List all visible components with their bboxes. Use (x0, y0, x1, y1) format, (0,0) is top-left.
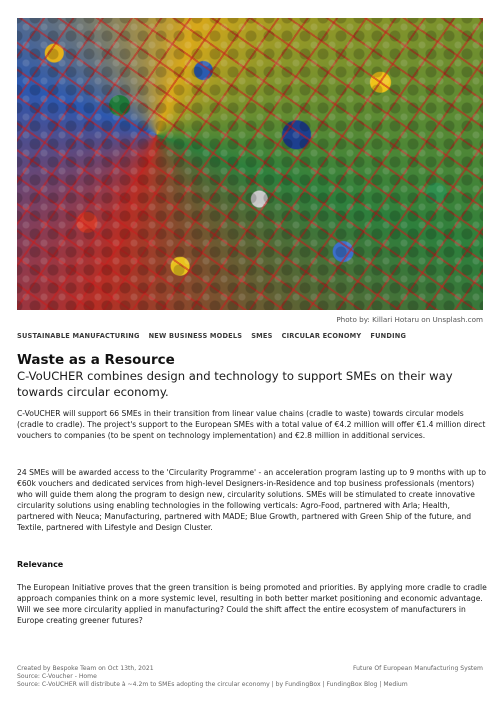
tag-sustainable-manufacturing[interactable]: SUSTAINABLE MANUFACTURING (17, 332, 140, 340)
footer-created: Created by Bespoke Team on Oct 13th, 2021 (17, 665, 154, 672)
tag-funding[interactable]: FUNDING (370, 332, 407, 340)
tag-circular-economy[interactable]: CIRCULAR ECONOMY (281, 332, 362, 340)
hero-image (17, 18, 483, 310)
footer (17, 665, 483, 690)
tag-list (17, 332, 406, 340)
photo-credit: Photo by: Killari Hotaru on Unsplash.com (336, 315, 483, 324)
footer-row (17, 665, 483, 673)
footer-source-1[interactable]: Source: C-Voucher - Home (17, 673, 97, 681)
footer-report-title: Future Of European Manufacturing System (353, 665, 483, 672)
tag-smes[interactable]: SMES (251, 332, 273, 340)
article-paragraph-1: C-VoUCHER will support 66 SMEs in their transition from linear value chains (cradle to waste) towards circular models (cradle to cradle). The project's support to the European SMEs with a total value of €4.2 million will offer €1.4 million direct vouchers to companies (to be spent on technology implementation) and €2.8 million in additional services. (17, 409, 486, 441)
relevance-heading: Relevance (17, 560, 64, 569)
bottle-caps-texture (17, 18, 483, 310)
article-title: Waste as a Resource (17, 352, 175, 368)
article-paragraph-2: 24 SMEs will be awarded access to the 'Circularity Programme' - an acceleration program lasting up to 9 months with up to €60k vouchers and dedicated services from high-level Designers-in-Residence and top business professionals (mentors) who will guide them along the program to design new, circularity solutions. SMEs will be stimulated to create innovative circularity solutions using enabling technologies in the following verticals: Agro-Food, partnered with Arla; Health, partnered with Neuca; Manufacturing, partnered with MADE; Blue Growth, partnered with Green Ship of the future, and Textile, partnered with Lifestyle and Design Cluster. (17, 468, 487, 533)
tag-new-business-models[interactable]: NEW BUSINESS MODELS (148, 332, 243, 340)
article-subtitle: C-VoUCHER combines design and technology to support SMEs on their way towards circular economy. (17, 369, 453, 399)
relevance-paragraph: The European Initiative proves that the green transition is being promoted and priorities. By applying more cradle to cradle approach companies think on a more systemic level, resulting in both better market positioning and economic advantage. Will we see more circularity applied in manufacturing? Could the shift affect the entire ecosystem of manufacturers in Europe creating greener futures? (17, 583, 487, 626)
footer-source-2[interactable]: Source: C-VoUCHER will distribute à ~4.2m to SMEs adopting the circular economy | by FundingBox | FundingBox Blog | Medium (17, 681, 408, 689)
